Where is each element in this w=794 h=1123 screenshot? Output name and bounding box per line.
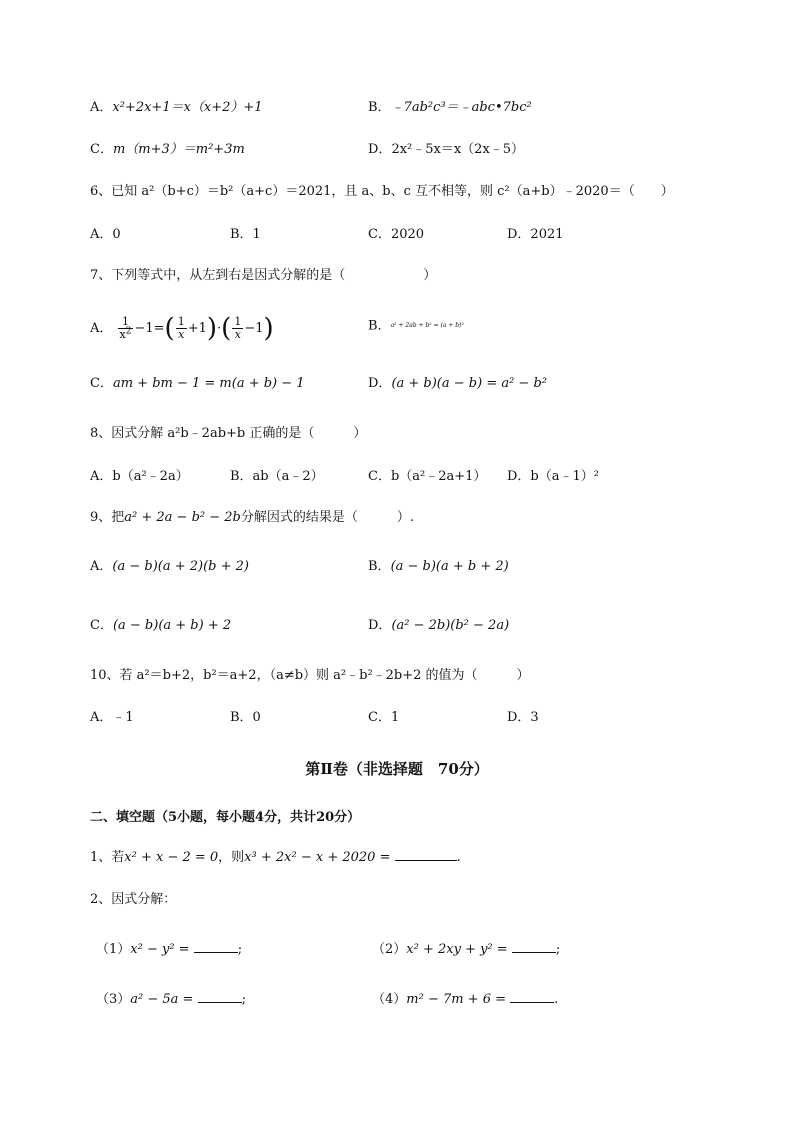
answer-blank[interactable]	[395, 848, 457, 861]
q1-condition: x² + x − 2 = 0	[124, 850, 219, 865]
sub-expression: x² − y² =	[130, 942, 190, 957]
q6-option-b: B．1	[230, 227, 261, 242]
q10-option-d: D．3	[507, 710, 539, 725]
sub-expression: a² − 5a =	[130, 992, 194, 1007]
fill-blank-section-heading: 二、填空题（5小题，每小题4分，共计20分）	[90, 810, 361, 825]
fill-q2-part-4	[372, 990, 558, 1010]
q10-option-a: A．﹣1	[90, 710, 134, 725]
semicolon: ;	[241, 992, 246, 1007]
sub-label: （4）	[372, 992, 407, 1007]
option-text: (a − b)(a + b) + 2	[112, 618, 232, 633]
q6-option-a: A．0	[90, 227, 121, 242]
option-label: D．	[368, 376, 392, 391]
q1-prefix: 1、若	[90, 850, 125, 865]
fill-q2-stem: 2、因式分解：	[90, 892, 177, 907]
option-label: A．	[90, 559, 113, 574]
option-text: x²+2x+1＝x（x+2）+1	[112, 100, 263, 115]
sub-expression: m² − 7m + 6 =	[406, 992, 507, 1007]
option-label: D．	[368, 142, 392, 157]
sub-label: （3）	[96, 992, 131, 1007]
q8-stem: 8、因式分解 a²b﹣2ab+b 正确的是（ ）	[90, 426, 367, 441]
stem-suffix: 分解因式的结果是（ ）.	[240, 510, 415, 525]
q7-option-a: A． $\frac{1}{x^2}$ −1=( $\frac{1}{x}$ +1)·( $\frac{1}{x}$ −1)	[90, 313, 274, 344]
q6-stem: 6、已知 a²（b+c）＝b²（a+c）＝2021，且 a、b、c 互不相等，则 c²（a+b）﹣2020＝（ ）	[90, 184, 674, 199]
option-text: 2x²﹣5x＝x（2x﹣5）	[391, 142, 525, 157]
q10-option-c: C．1	[368, 710, 400, 725]
q8-option-a: A．b（a²﹣2a）	[90, 469, 189, 484]
option-text: (a − b)(a + 2)(b + 2)	[112, 559, 249, 574]
stem-expression: a² + 2a − b² − 2b	[124, 510, 241, 525]
answer-blank[interactable]	[198, 990, 242, 1003]
q10-stem: 10、若 a²＝b+2，b²＝a+2，（a≠b）则 a²﹣b²﹣2b+2 的值为（ ）	[90, 668, 530, 683]
q1-end: .	[456, 850, 461, 865]
option-label: B．	[368, 318, 391, 334]
option-label: B．	[368, 559, 391, 574]
fill-q2-part-2	[372, 940, 560, 960]
sub-expression: x² + 2xy + y² =	[406, 942, 508, 957]
q5-option-d	[368, 140, 524, 160]
answer-blank[interactable]	[194, 940, 238, 953]
option-label: D．	[368, 618, 392, 633]
q5-option-c	[90, 140, 245, 160]
fraction-1-over-x: $\frac{1}{x}$	[177, 315, 185, 341]
q7-option-d	[368, 374, 547, 394]
semicolon: ;	[555, 942, 561, 957]
period: .	[554, 992, 559, 1007]
q8-option-d: D．b（a﹣1）²	[507, 469, 599, 484]
option-text: m（m+3）＝m²+3m	[112, 142, 245, 157]
q9-option-c	[90, 616, 231, 636]
q1-mid: ，则	[218, 850, 245, 865]
q7-stem: 7、下列等式中，从左到右是因式分解的是（ ）	[90, 268, 437, 283]
fraction-1-over-x2: $\frac{1}{x^2}$	[119, 315, 132, 341]
q6-option-d: D．2021	[507, 227, 564, 242]
fill-q2-part-3	[96, 990, 246, 1010]
stem-prefix: 9、把	[90, 510, 125, 525]
sub-label: （1）	[96, 942, 131, 957]
q6-option-c: C．2020	[368, 227, 425, 242]
fill-q2-part-1	[96, 940, 242, 960]
option-text: ﹣7ab²c³＝﹣abc•7bc²	[390, 100, 532, 115]
option-label: A．	[90, 100, 113, 115]
q9-option-b	[368, 557, 509, 577]
q9-option-a	[90, 557, 249, 577]
option-label: A．	[90, 321, 113, 336]
part-two-title: 第Ⅱ卷（非选择题 70分）	[305, 760, 489, 778]
option-text: am + bm − 1 = m(a + b) − 1	[112, 376, 305, 391]
q7-option-c	[90, 374, 305, 394]
q9-stem	[90, 508, 414, 528]
option-label: C．	[90, 618, 113, 633]
option-label: C．	[90, 376, 113, 391]
option-text: (a + b)(a − b) = a² − b²	[391, 376, 547, 391]
option-text: a² + 2ab + b² = (a + b)²	[390, 322, 464, 329]
q1-expression: x³ + 2x² − x + 2020 =	[244, 850, 391, 865]
q10-option-b: B．0	[230, 710, 261, 725]
q7-option-b	[368, 316, 464, 337]
fill-q1	[90, 848, 461, 868]
semicolon: ;	[237, 942, 243, 957]
option-label: B．	[368, 100, 391, 115]
option-label: C．	[90, 142, 113, 157]
q8-option-b: B．ab（a﹣2）	[230, 469, 324, 484]
option-text: (a − b)(a + b + 2)	[390, 559, 509, 574]
q5-option-b	[368, 98, 532, 118]
fraction-1-over-x: $\frac{1}{x}$	[234, 315, 242, 341]
q8-option-c: C．b（a²﹣2a+1）	[368, 469, 487, 484]
sub-label: （2）	[372, 942, 407, 957]
option-text: (a² − 2b)(b² − 2a)	[391, 618, 510, 633]
answer-blank[interactable]	[512, 940, 556, 953]
q5-option-a	[90, 98, 263, 118]
q9-option-d	[368, 616, 509, 636]
answer-blank[interactable]	[510, 990, 554, 1003]
